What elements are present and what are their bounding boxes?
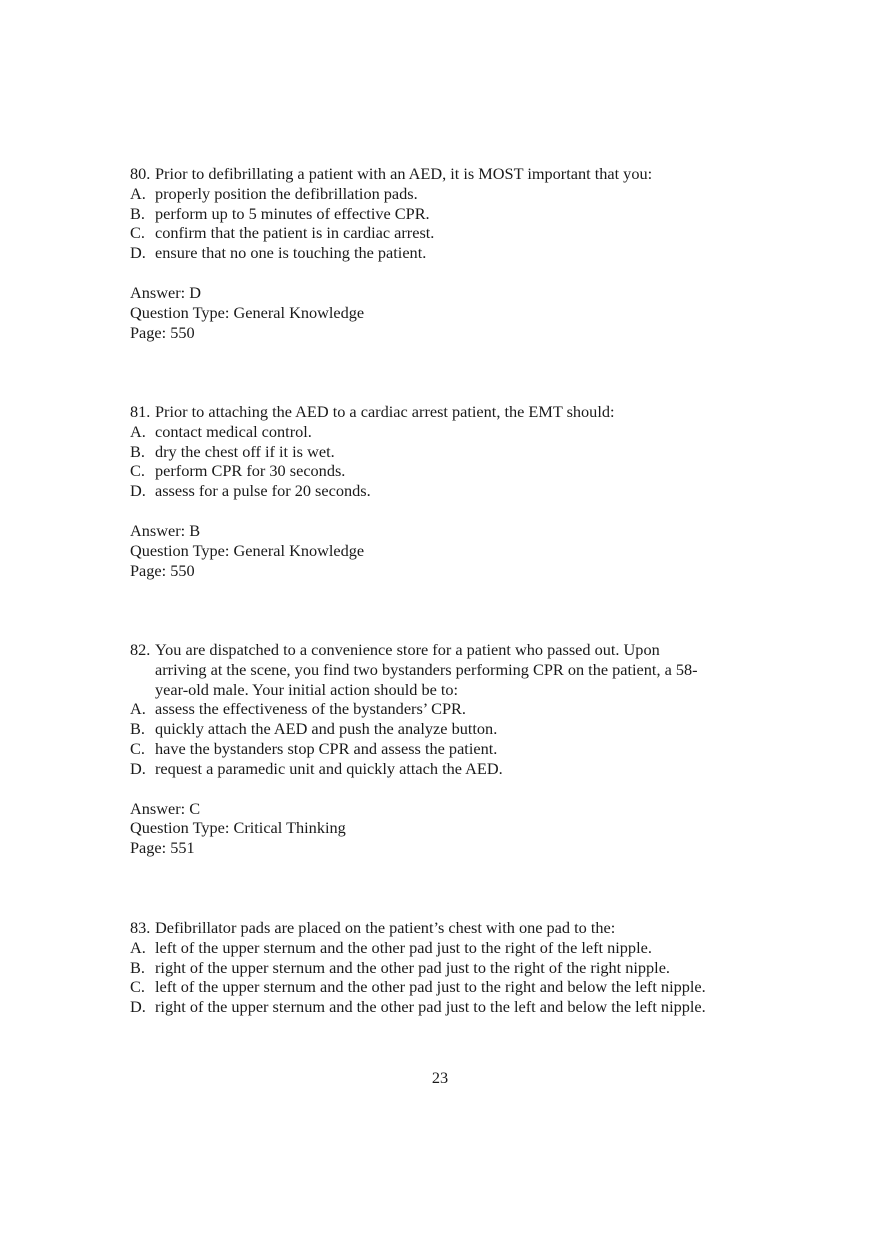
question-type-text: Question Type: General Knowledge [130,302,365,322]
answer-block [130,283,770,342]
choice-b [130,442,770,462]
choice-b [130,719,770,739]
question-type-text: Question Type: Critical Thinking [130,818,346,838]
choice-letter: D. [130,758,146,778]
choice-text: request a paramedic unit and quickly attach the AED. [155,758,503,778]
choice-letter: A. [130,183,146,203]
choice-text: perform up to 5 minutes of effective CPR. [155,203,430,223]
choice-text: have the bystanders stop CPR and assess the patient. [155,738,498,758]
choice-c [130,223,770,243]
question-stem-line: Prior to attaching the AED to a cardiac arrest patient, the EMT should: [155,402,615,421]
question-stem [130,402,770,422]
choice-b [130,958,770,978]
choice-text: assess for a pulse for 20 seconds. [155,481,371,501]
choice-text: dry the chest off if it is wet. [155,441,335,461]
choice-text: assess the effectiveness of the bystanders’ CPR. [155,699,466,719]
choice-text: contact medical control. [155,421,312,441]
choice-d [130,759,770,779]
question-type-text: Question Type: General Knowledge [130,540,365,560]
choice-letter: C. [130,223,145,243]
choice-letter: C. [130,461,145,481]
choice-text: right of the upper sternum and the other pad just to the left and below the left nipple. [155,997,706,1017]
question-stem [130,164,770,184]
question-stem-line: Defibrillator pads are placed on the patient’s chest with one pad to the: [155,918,616,937]
choice-d [130,243,770,263]
choice-letter: B. [130,203,145,223]
question-83 [130,918,770,1017]
choice-c [130,739,770,759]
answer-block [130,799,770,858]
choice-a [130,422,770,442]
question-80 [130,164,770,342]
choice-a [130,938,770,958]
question-stem-line: You are dispatched to a convenience store for a patient who passed out. Upon [155,640,660,659]
choice-letter: A. [130,421,146,441]
question-number: 83. [130,918,151,937]
question-number: 82. [130,640,151,659]
choice-text: left of the upper sternum and the other pad just to the right of the left nipple. [155,937,652,957]
answer-text: Answer: D [130,282,201,302]
choice-a [130,699,770,719]
page-reference-text: Page: 551 [130,838,195,858]
choice-a [130,184,770,204]
choice-letter: C. [130,977,145,997]
choice-c [130,977,770,997]
choice-letter: D. [130,997,146,1017]
choice-letter: B. [130,719,145,739]
choice-b [130,204,770,224]
choice-text: properly position the defibrillation pads. [155,183,418,203]
choice-text: confirm that the patient is in cardiac arrest. [155,223,435,243]
choice-letter: D. [130,243,146,263]
question-81 [130,402,770,580]
question-stem [130,640,770,699]
choice-letter: C. [130,738,145,758]
question-stem-line: arriving at the scene, you find two bystanders performing CPR on the patient, a 58- [155,659,698,679]
answer-block [130,521,770,580]
page-reference-text: Page: 550 [130,322,195,342]
question-82 [130,640,770,858]
choice-d [130,997,770,1017]
choice-letter: B. [130,957,145,977]
choice-c [130,461,770,481]
choice-letter: A. [130,937,146,957]
choice-text: left of the upper sternum and the other pad just to the right and below the left nipple. [155,977,706,997]
question-stem-line: year-old male. Your initial action should be to: [155,679,459,699]
choice-text: perform CPR for 30 seconds. [155,461,346,481]
choice-text: ensure that no one is touching the patient. [155,243,427,263]
choice-text: quickly attach the AED and push the analyze button. [155,719,498,739]
choice-letter: B. [130,441,145,461]
answer-text: Answer: B [130,520,201,540]
choice-letter: D. [130,481,146,501]
question-number: 81. [130,402,151,421]
question-number: 80. [130,164,151,183]
question-stem [130,918,770,938]
page-reference-text: Page: 550 [130,560,195,580]
choice-letter: A. [130,699,146,719]
choice-d [130,481,770,501]
page-number: 23 [431,1068,449,1087]
choice-text: right of the upper sternum and the other pad just to the right of the right nipple. [155,957,671,977]
answer-text: Answer: C [130,798,201,818]
question-stem-line: Prior to defibrillating a patient with an AED, it is MOST important that you: [155,164,653,183]
